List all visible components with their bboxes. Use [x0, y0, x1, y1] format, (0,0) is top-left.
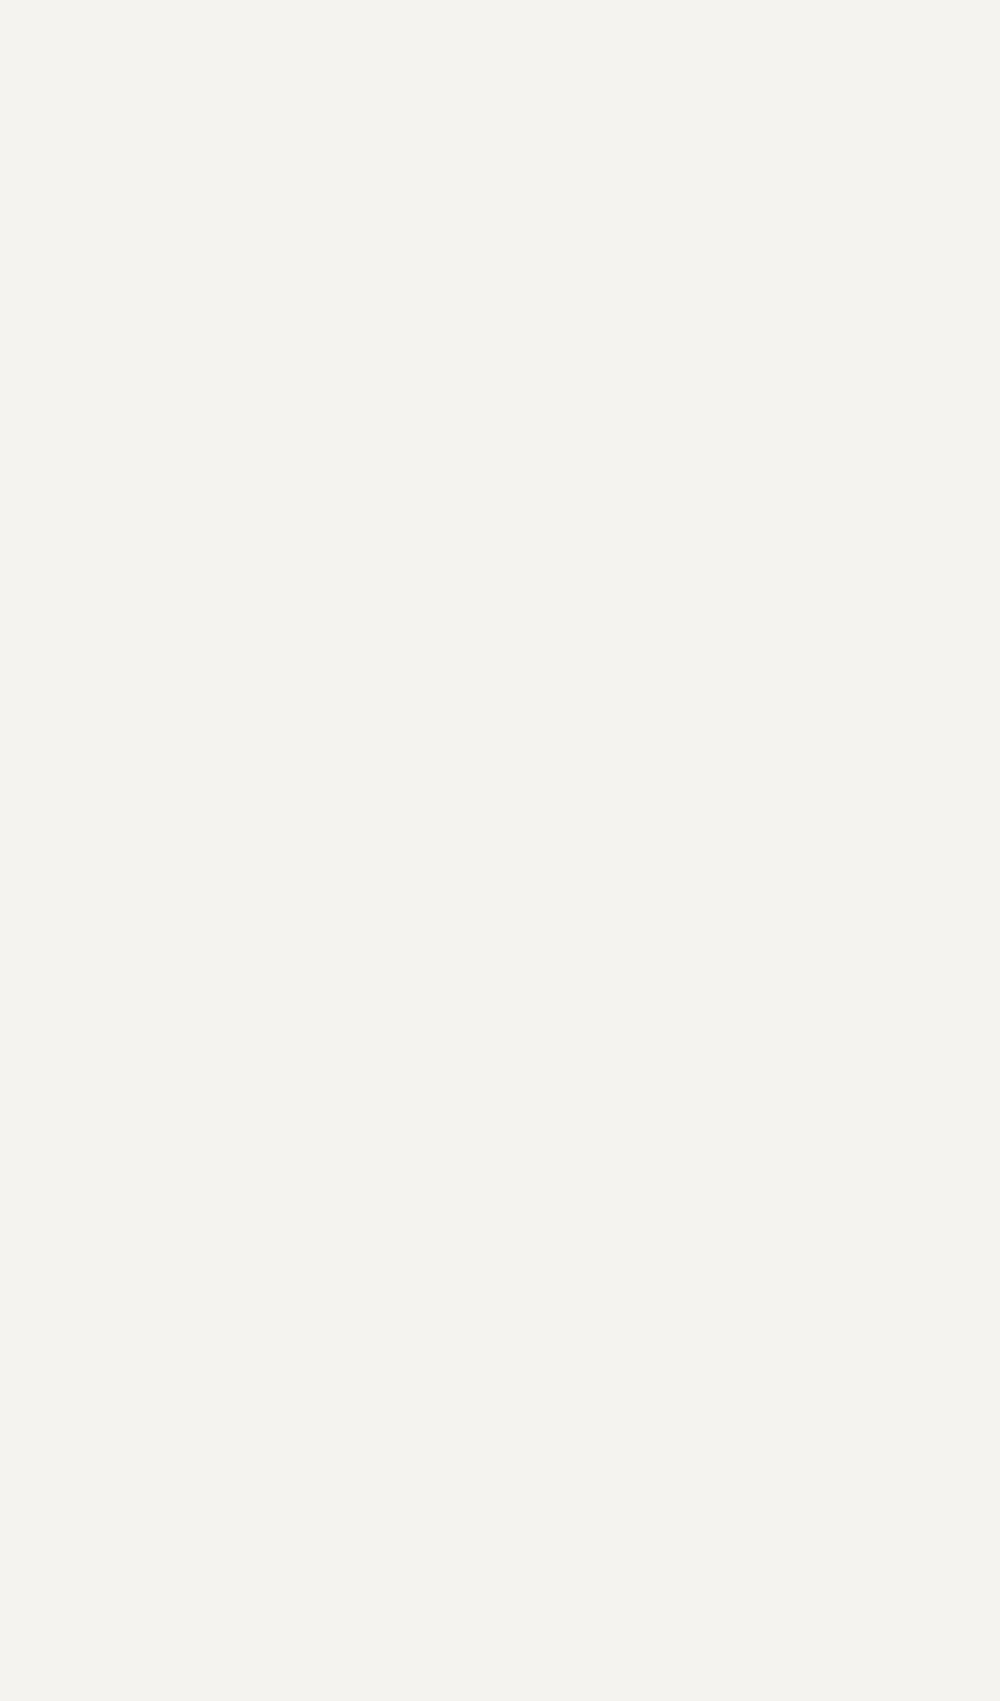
page-header — [83, 62, 963, 92]
